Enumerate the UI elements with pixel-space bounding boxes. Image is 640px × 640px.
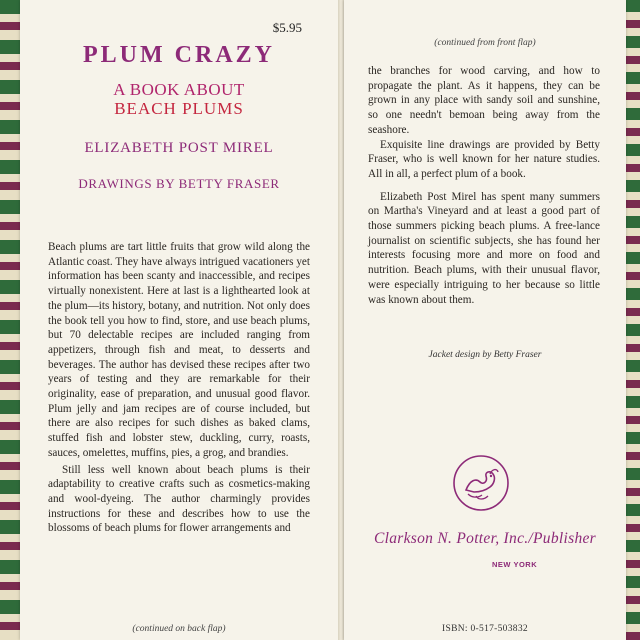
continued-from-front-note: (continued from front flap): [434, 38, 536, 48]
jacket-design-credit: Jacket design by Betty Fraser: [428, 350, 542, 360]
author-bio-paragraph: Elizabeth Post Mirel has spent many summers on Martha's Vineyard and at least a good part of those summers picking beach plums. A free-lance journalist on scientific subjects, she has found her interests focusing more and more on food and nutrition. Beach plums, with their unusual flavor, were especially intriguing to her because so little was known about them.: [368, 190, 600, 306]
subtitle-line-1: A BOOK ABOUT: [113, 80, 245, 99]
subtitle-line-2: BEACH PLUMS: [114, 99, 244, 118]
sea-creature-emblem-icon: [450, 452, 512, 514]
floral-border-left: [0, 0, 20, 640]
book-subtitle: [20, 80, 338, 118]
front-flap: [20, 0, 338, 640]
author-name: ELIZABETH POST MIREL: [84, 140, 274, 156]
front-flap-description: [48, 240, 310, 536]
price-label: $5.95: [272, 20, 302, 35]
continued-on-back-note: (continued on back flap): [132, 624, 226, 634]
back-flap: [344, 0, 626, 640]
description-paragraph: Exquisite line drawings are provided by Betty Fraser, who is well known for her nature studies. All in all, a perfect plum of a book.: [368, 138, 600, 180]
description-paragraph: Still less well known about beach plums is their adaptability to creative crafts such as cosmetics-making and wool-dyeing. The author charmingly provides instructions for these and describes how to use the blossoms of beach plums for flower arrangements and: [48, 463, 310, 535]
publisher-name: Clarkson N. Potter, Inc./Publisher: [373, 530, 597, 547]
description-paragraph: Beach plums are tart little fruits that grow wild along the Atlantic coast. They have always intrigued vacationers yet information has been scanty and inaccessible, and recipes virtually nonexistent. Here at last is a lighthearted look at the plum—its history, botany, and nutrition. Not only does the book tell you how to find, store, and use beach plums, but 70 delectable recipes are included ranging from appetizers, through fish and meat, to desserts and beverages. The author has devised these recipes after two years of testing and they are remarkable for their originality, ease of preparation, and unusual good flavor. Plum jelly and jam recipes are of course included, but there are also recipes for such dishes as baked clams, stuffed fish and lobster stew, duckling, curry, roasts, sauces, omelettes, muffins, pies, a grog, and brandies.: [48, 241, 310, 459]
description-paragraph: the branches for wood carving, and how to propagate the plant. As it happens, they can be grown in any place with sandy soil and sunshine, so one needn't bemoan being away from the seashore.: [368, 65, 600, 136]
isbn-number: ISBN: 0-517-503832: [442, 624, 528, 634]
publisher-city: NEW YORK: [492, 560, 538, 569]
book-title: PLUM CRAZY: [83, 42, 275, 68]
floral-border-right: [626, 0, 640, 640]
illustrator-credit: DRAWINGS BY BETTY FRASER: [78, 176, 280, 191]
back-flap-description: [368, 64, 600, 307]
